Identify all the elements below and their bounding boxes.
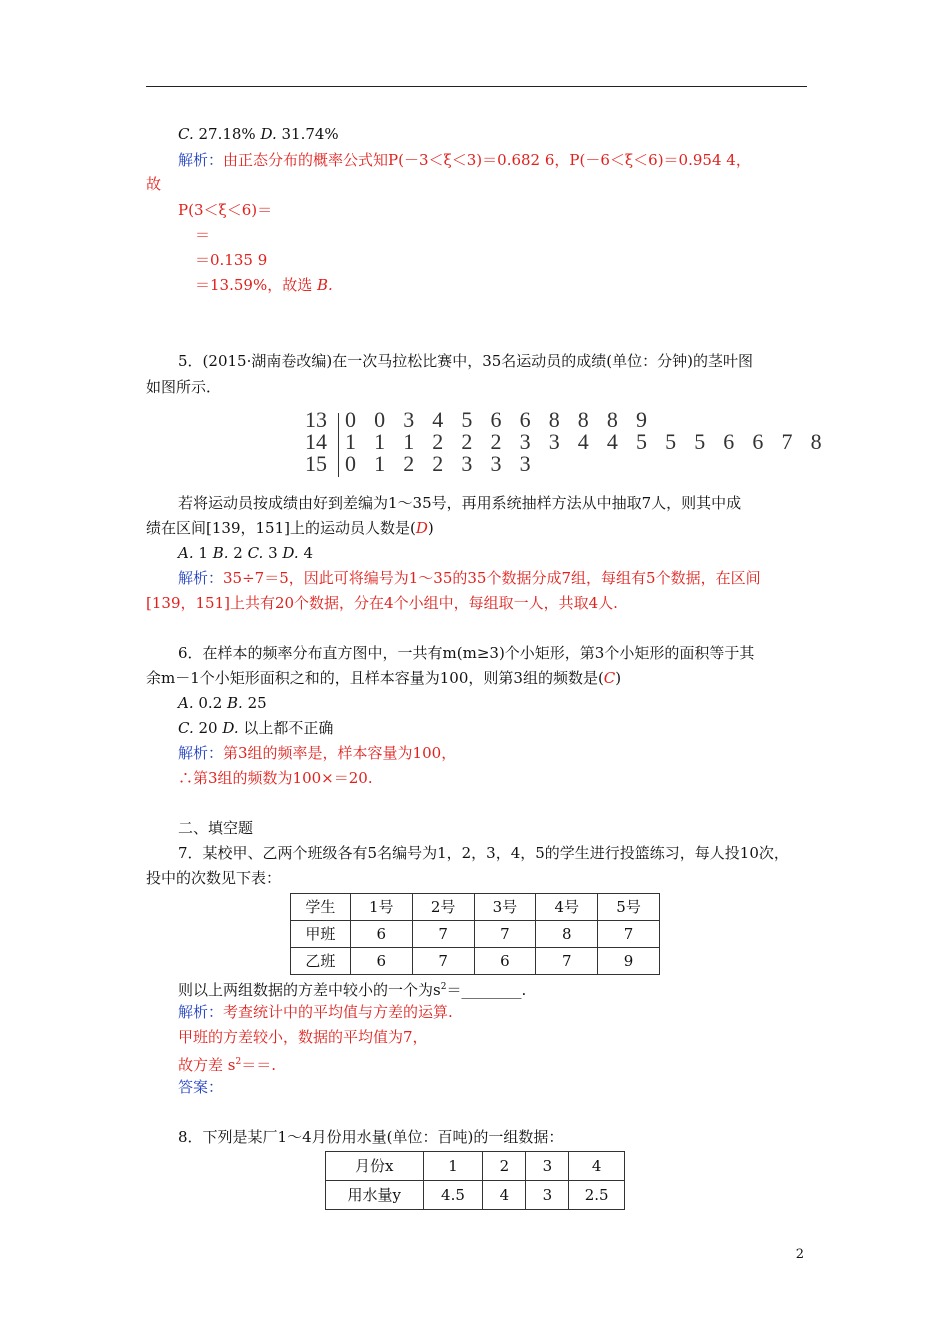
table-row — [291, 948, 660, 975]
table-cell: 2.5 — [569, 1181, 625, 1210]
leaf-values: 0 0 3 4 5 6 6 8 8 8 9 — [345, 407, 654, 432]
table-row — [326, 1181, 625, 1210]
analysis-text: 第3组的频率是，样本容量为100， — [223, 744, 457, 762]
table-cell: 7 — [536, 948, 598, 975]
q8-table — [325, 1151, 625, 1210]
q5-stem-line2: 如图所示． — [146, 378, 222, 396]
q7-stem-line2: 投中的次数见下表： — [146, 869, 282, 887]
q6-options-cd — [178, 718, 333, 738]
q7-table — [290, 893, 660, 975]
analysis-text: 35÷7＝5，因此可将编号为1～35的35个数据分成7组，每组有5个数据，在区间 — [223, 569, 761, 587]
option-text: 3 — [263, 544, 283, 562]
table-header-cell: 学生 — [291, 894, 351, 921]
section-title: 二、填空题 — [178, 819, 254, 837]
table-row — [291, 921, 660, 948]
stem-value: 13 — [305, 407, 327, 432]
stem-row — [300, 409, 680, 431]
table-cell: 7 — [474, 921, 536, 948]
q4-analysis-line4: ＝ — [195, 226, 211, 244]
stem-leaf-plot — [300, 407, 828, 481]
q5-stem-line3: 若将运动员按成绩由好到差编为1～35号，再用系统抽样方法从中抽取7人，则其中成 — [178, 494, 742, 512]
question-text: ＝________. — [446, 981, 527, 999]
analysis-label: 解析： — [178, 569, 224, 587]
q7-stem-line1: 7．某校甲、乙两个班级各有5名编号为1，2，3，4，5的学生进行投篮练习，每人投10次， — [178, 844, 789, 862]
table-cell: 4 — [569, 1152, 625, 1181]
analysis-text: 考查统计中的平均值与方差的运算. — [223, 1003, 453, 1021]
answer-letter: B. — [316, 276, 333, 294]
table-cell: 用水量y — [326, 1181, 424, 1210]
q4-analysis-line5: ＝0.135 9 — [195, 251, 268, 269]
option-text: 以上都不正确 — [238, 719, 334, 737]
table-header-cell: 3号 — [474, 894, 536, 921]
analysis-text: 故方差 s — [178, 1056, 236, 1074]
q7-analysis-line3 — [178, 1052, 276, 1075]
q4-analysis-line3: P(3＜ξ＜6)＝ — [178, 201, 273, 219]
option-letter: C. — [178, 125, 194, 143]
q6-options-ab — [178, 693, 267, 713]
table-cell: 3 — [526, 1181, 569, 1210]
table-row — [326, 1152, 625, 1181]
option-text: 31.74% — [276, 125, 339, 143]
analysis-text: 由正态分布的概率公式知P(－3＜ξ＜3)＝0.682 6，P(－6＜ξ＜6)＝0.954 4， — [223, 151, 751, 169]
option-text: 1 — [193, 544, 213, 562]
superscript: 2 — [440, 982, 447, 992]
q6-stem-line2 — [146, 668, 621, 688]
option-text: 27.18% — [193, 125, 261, 143]
q4-analysis-line1 — [178, 150, 751, 170]
option-letter: D. — [222, 719, 239, 737]
stem-value: 14 — [305, 429, 327, 454]
q6-analysis-line1 — [178, 743, 456, 763]
analysis-text: ＝＝. — [241, 1056, 276, 1074]
stem-row — [300, 429, 828, 454]
q4-options-cd — [178, 124, 339, 144]
table-header-cell: 2号 — [412, 894, 474, 921]
answer-letter: C — [603, 669, 616, 687]
option-letter: C. — [247, 544, 264, 562]
q8-stem-line1: 8．下列是某厂1～4月份用水量(单位：百吨)的一组数据： — [178, 1128, 564, 1146]
q5-stem-line4 — [146, 518, 434, 538]
question-text: 绩在区间[139，151]上的运动员人数是( — [146, 519, 416, 537]
table-cell: 甲班 — [291, 921, 351, 948]
table-cell: 9 — [598, 948, 660, 975]
stem-row — [300, 453, 680, 475]
table-cell: 4.5 — [423, 1181, 483, 1210]
table-cell: 6 — [474, 948, 536, 975]
table-cell: 月份x — [326, 1152, 424, 1181]
question-text: ) — [615, 669, 622, 687]
q7-analysis-line1 — [178, 1002, 453, 1022]
q5-analysis-line2: [139，151]上共有20个数据，分在4个小组中，每组取一人，共取4人. — [146, 594, 618, 612]
q7-answer-label: 答案： — [178, 1078, 224, 1096]
option-letter: B. — [212, 544, 229, 562]
q7-stem-line3 — [178, 977, 526, 1000]
option-text: 4 — [298, 544, 313, 562]
table-cell: 4 — [483, 1181, 526, 1210]
option-letter: A. — [178, 694, 194, 712]
option-text: 25 — [242, 694, 267, 712]
table-header-cell: 5号 — [598, 894, 660, 921]
q5-analysis-line1 — [178, 568, 761, 588]
leaf-values: 1 1 1 2 2 2 3 3 4 4 5 5 5 6 6 7 8 — [345, 429, 828, 454]
header-rule — [146, 86, 807, 87]
table-cell: 1 — [423, 1152, 483, 1181]
analysis-label: 解析： — [178, 1003, 224, 1021]
q6-analysis-line2: ∴第3组的频数为100×＝20. — [178, 769, 373, 787]
superscript: 2 — [235, 1057, 242, 1067]
question-text: ) — [427, 519, 434, 537]
analysis-label: 解析： — [178, 744, 224, 762]
table-cell: 8 — [536, 921, 598, 948]
answer-letter: D — [415, 519, 428, 537]
table-cell: 6 — [350, 948, 412, 975]
q5-options — [178, 543, 313, 563]
leaf-values: 0 1 2 2 3 3 3 — [345, 451, 537, 476]
analysis-label: 解析： — [178, 151, 224, 169]
q7-analysis-line2: 甲班的方差较小，数据的平均值为7， — [178, 1028, 428, 1046]
table-cell: 7 — [412, 948, 474, 975]
table-header-cell: 4号 — [536, 894, 598, 921]
question-text: 余m－1个小矩形面积之和的，且样本容量为100，则第3组的频数是( — [146, 669, 604, 687]
option-letter: B. — [227, 694, 243, 712]
option-letter: D. — [260, 125, 277, 143]
option-text: 0.2 — [193, 694, 228, 712]
option-letter: A. — [178, 544, 194, 562]
q4-analysis-line6 — [195, 275, 333, 295]
stem-value: 15 — [305, 451, 327, 476]
option-letter: C. — [178, 719, 194, 737]
table-cell: 3 — [526, 1152, 569, 1181]
q4-analysis-line2: 故 — [146, 175, 162, 193]
page-number: 2 — [795, 1247, 804, 1262]
table-cell: 2 — [483, 1152, 526, 1181]
q5-stem-line1: 5．(2015·湖南卷改编)在一次马拉松比赛中，35名运动员的成绩(单位：分钟)的茎叶图 — [178, 352, 753, 370]
q6-stem-line1: 6．在样本的频率分布直方图中，一共有m(m≥3)个小矩形，第3个小矩形的面积等于其 — [178, 644, 755, 662]
option-text: 20 — [193, 719, 223, 737]
analysis-text: ＝13.59%，故选 — [195, 276, 317, 294]
option-letter: D. — [282, 544, 299, 562]
table-cell: 7 — [412, 921, 474, 948]
table-cell: 7 — [598, 921, 660, 948]
table-cell: 乙班 — [291, 948, 351, 975]
table-header-row — [291, 894, 660, 921]
table-header-cell: 1号 — [350, 894, 412, 921]
table-cell: 6 — [350, 921, 412, 948]
option-text: 2 — [228, 544, 248, 562]
question-text: 则以上两组数据的方差中较小的一个为s — [178, 981, 441, 999]
